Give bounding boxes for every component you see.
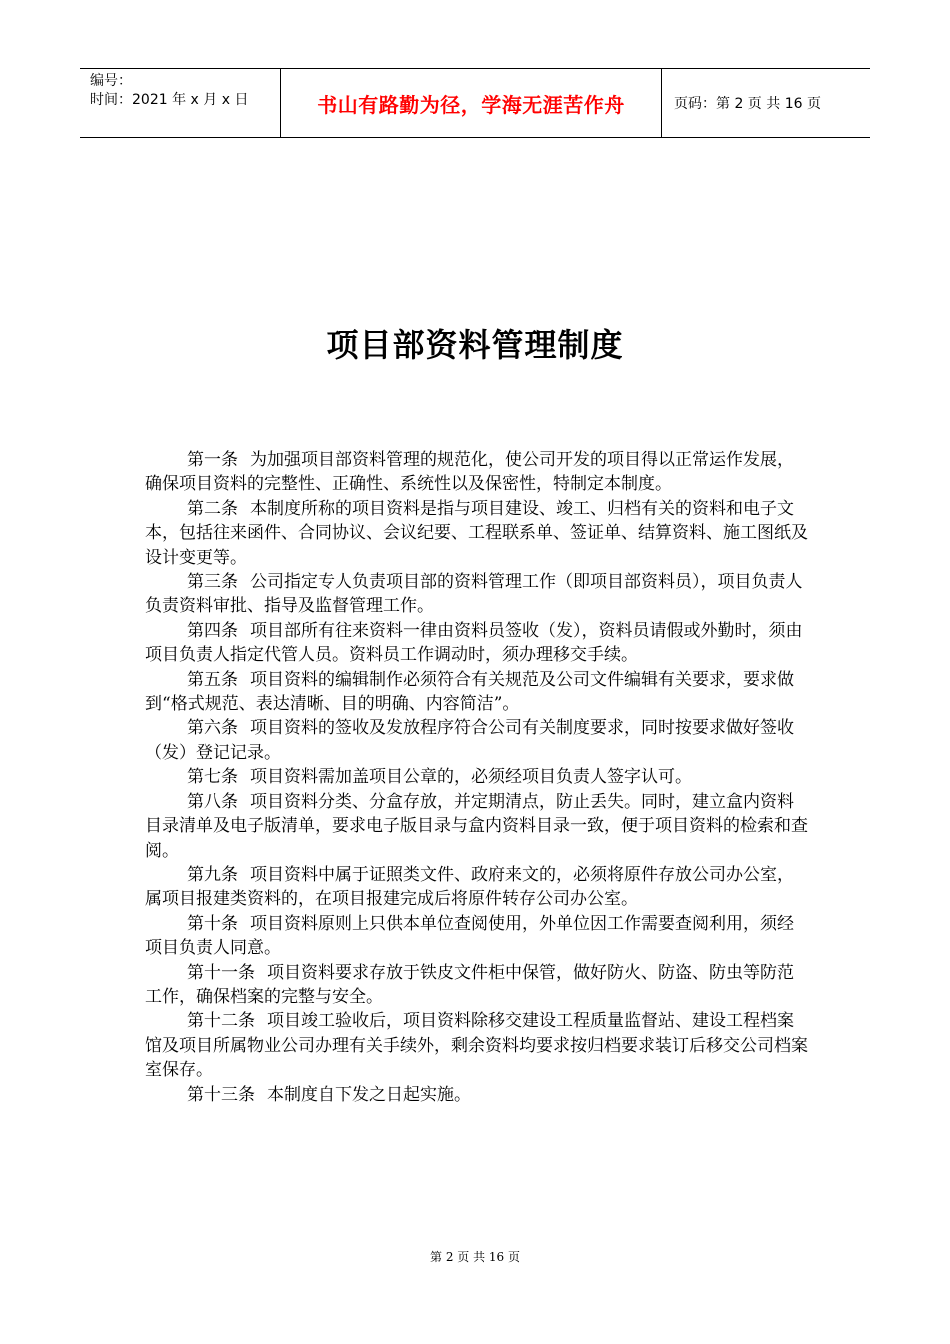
header-motto: 书山有路勤为径，学海无涯苦作舟 [317,92,625,117]
article-number: 第六条 [187,718,238,739]
article-paragraph [145,912,810,961]
article-number: 第四条 [187,620,238,641]
page-footer: 第 2 页 共 16 页 [430,1250,520,1264]
article-text: 项目竣工验收后，项目资料除移交建设工程质量监督站、建设工程档案馆及项目所属物业公司办理有关手续外，剩余资料均要求按归档要求装订后移交公司档案室保存。 [145,1011,808,1081]
document-title: 项目部资料管理制度 [326,326,624,364]
document-number-label: 编号： [90,73,132,89]
article-paragraph [145,619,810,668]
article-paragraph [145,448,810,497]
article-text: 项目资料分类、分盒存放，并定期清点，防止丢失。同时，建立盒内资料目录清单及电子版清单，要求电子版目录与盒内资料目录一致，便于项目资料的检索和查阅。 [145,791,808,861]
article-paragraph [145,961,810,1010]
article-number: 第五条 [187,669,238,690]
header-left-cell [80,69,281,137]
article-paragraph [145,497,810,570]
article-paragraph [145,570,810,619]
article-paragraph [145,863,810,912]
header-page-cell [662,69,870,137]
article-number: 第三条 [187,572,238,593]
article-number: 第十一条 [187,962,255,983]
page-header [80,68,870,138]
article-text: 项目资料的编辑制作必须符合有关规范及公司文件编辑有关要求，要求做到“格式规范、表达清晰、目的明确、内容简洁”。 [145,669,794,715]
article-number: 第十三条 [187,1084,255,1105]
article-paragraph [145,716,810,765]
document-time-label: 时间：2021 年 x 月 x 日 [90,92,249,108]
article-text: 为加强项目部资料管理的规范化，使公司开发的项目得以正常运作发展，确保项目资料的完整性、正确性、系统性以及保密性，特制定本制度。 [145,450,794,495]
article-paragraph [145,765,810,789]
article-number: 第二条 [187,498,238,519]
article-number: 第十二条 [187,1011,255,1032]
article-number: 第一条 [187,450,238,470]
article-text: 项目资料需加盖项目公章的，必须经项目负责人签字认可。 [250,767,692,788]
article-text: 项目部所有往来资料一律由资料员签收（发），资料员请假或外勤时，须由项目负责人指定代管人员。资料员工作调动时，须办理移交手续。 [145,620,803,666]
article-paragraph [145,1009,810,1082]
header-motto-cell [281,69,662,137]
article-number: 第十条 [187,913,238,934]
article-paragraph [145,1083,810,1107]
article-text: 项目资料的签收及发放程序符合公司有关制度要求，同时按要求做好签收（发）登记记录。 [145,718,794,763]
document-body [145,448,810,1107]
article-text: 项目资料原则上只供本单位查阅使用，外单位因工作需要查阅利用，须经项目负责人同意。 [145,913,794,959]
article-number: 第八条 [187,791,238,812]
article-number: 第九条 [187,864,238,885]
article-text: 项目资料要求存放于铁皮文件柜中保管，做好防火、防盗、防虫等防范工作，确保档案的完整与安全。 [145,962,794,1007]
article-paragraph [145,668,810,717]
article-text: 项目资料中属于证照类文件、政府来文的，必须将原件存放公司办公室，属项目报建类资料的，在项目报建完成后将原件转存公司办公室。 [145,864,794,910]
article-text: 公司指定专人负责项目部的资料管理工作（即项目部资料员），项目负责人负责资料审批、指导及监督管理工作。 [145,572,803,617]
article-text: 本制度所称的项目资料是指与项目建设、竣工、归档有关的资料和电子文本，包括往来函件、合同协议、会议纪要、工程联系单、签证单、结算资料、施工图纸及设计变更等。 [145,498,808,568]
article-paragraph [145,790,810,863]
article-text: 本制度自下发之日起实施。 [267,1084,471,1105]
article-number: 第七条 [187,767,238,788]
header-page-info: 页码：第 2 页 共 16 页 [674,96,821,112]
